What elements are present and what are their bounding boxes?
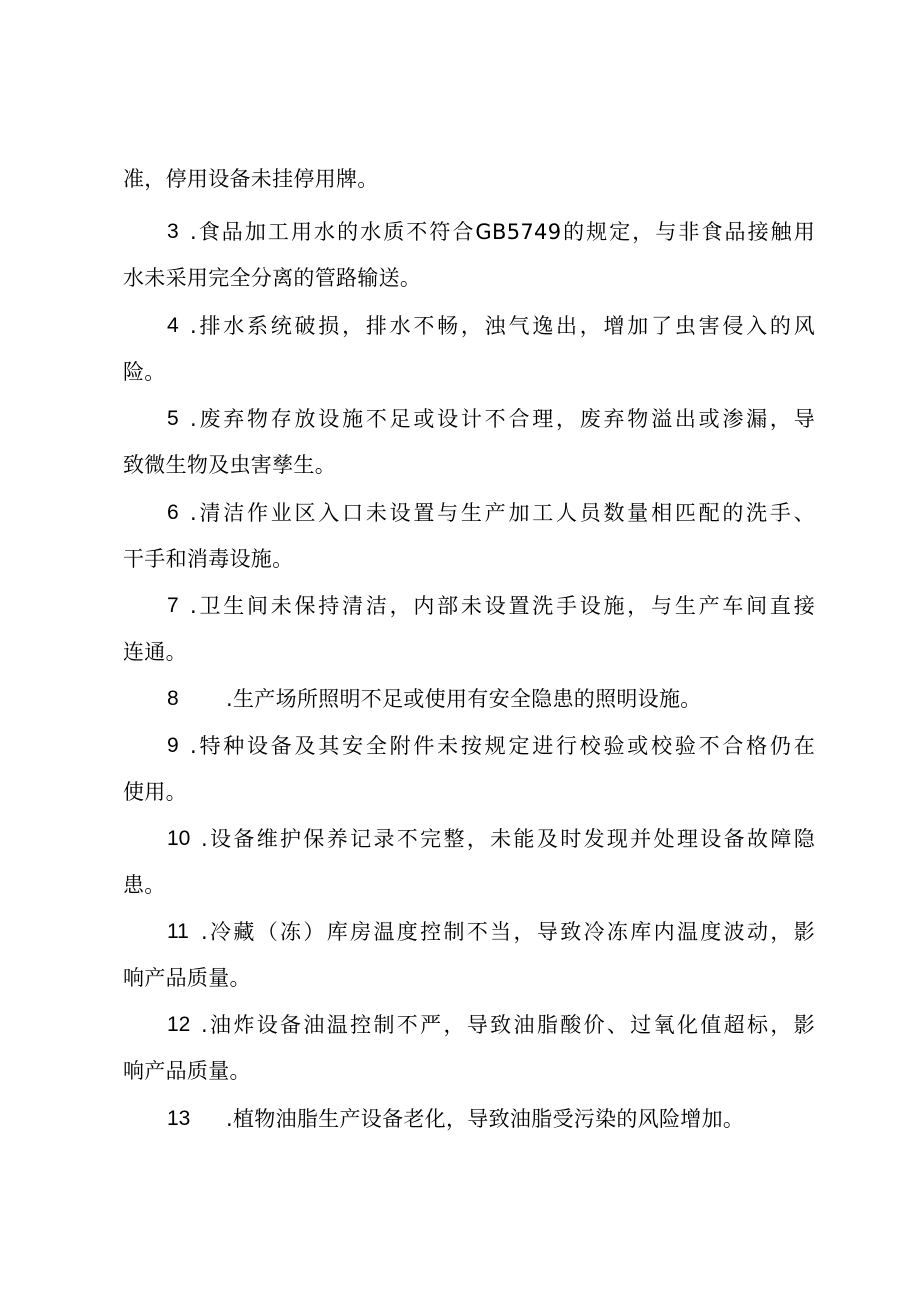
list-item-3: [0, 212, 920, 252]
list-item-10: [0, 819, 920, 859]
item-number: 8: [167, 687, 179, 710]
paragraph-line: .特种设备及其安全附件未按规定进行校验或校验不合格仍在: [190, 734, 815, 758]
list-item-4: [0, 306, 920, 346]
list-item-6-cont: [0, 539, 920, 579]
list-item-12-cont: [0, 1051, 920, 1091]
paragraph-line: .冷藏（冻）库房温度控制不当，导致冷冻库内温度波动，影: [201, 920, 815, 944]
item-number: 4: [167, 314, 179, 337]
list-item-5-cont: [0, 445, 920, 485]
list-item-11-cont: [0, 958, 920, 998]
paragraph-line: .卫生间未保持清洁，内部未设置洗手设施，与生产车间直接: [190, 594, 815, 618]
paragraph-line: 致微生物及虫害孳生。: [123, 453, 336, 477]
paragraph-line: 响产品质量。: [123, 1059, 251, 1083]
paragraph-line: .植物油脂生产设备老化，导致油脂受污染的风险增加。: [226, 1107, 745, 1131]
item-number: 10: [167, 827, 191, 850]
item-number: 7: [167, 594, 179, 617]
paragraph-line: 干手和消毒设施。: [123, 547, 294, 571]
list-item-9: [0, 726, 920, 766]
paragraph-line: 准，停用设备未挂停用牌。: [123, 167, 379, 191]
item-number: 9: [167, 734, 179, 757]
paragraph-line: 险。: [123, 360, 166, 384]
list-item-3-cont: [0, 258, 920, 298]
list-item-8: [0, 679, 920, 719]
paragraph-line: 水未采用完全分离的管路输送。: [123, 266, 422, 290]
paragraph-continuation: [0, 159, 920, 199]
paragraph-line: .生产场所照明不足或使用有安全隐患的照明设施。: [226, 687, 702, 711]
list-item-12: [0, 1005, 920, 1045]
item-number: 11: [167, 920, 189, 943]
list-item-10-cont: [0, 865, 920, 905]
paragraph-line: .排水系统破损，排水不畅，浊气逸出，增加了虫害侵入的风: [190, 314, 815, 338]
list-item-13: [0, 1099, 920, 1139]
list-item-5: [0, 399, 920, 439]
paragraph-line: .油炸设备油温控制不严，导致油脂酸价、过氧化值超标，影: [201, 1013, 815, 1037]
item-number: 5: [167, 407, 179, 430]
list-item-4-cont: [0, 352, 920, 392]
item-number: 12: [167, 1013, 191, 1036]
item-number: 3: [167, 220, 179, 243]
paragraph-line: .清洁作业区入口未设置与生产加工人员数量相匹配的洗手、: [190, 501, 815, 525]
item-number: 6: [167, 501, 179, 524]
list-item-6: [0, 493, 920, 533]
list-item-9-cont: [0, 772, 920, 812]
paragraph-line: .设备维护保养记录不完整，未能及时发现并处理设备故障隐: [201, 827, 815, 851]
item-number: 13: [167, 1107, 191, 1130]
list-item-11: [0, 912, 920, 952]
list-item-7-cont: [0, 632, 920, 672]
paragraph-line: 患。: [123, 873, 166, 897]
paragraph-line: 使用。: [123, 780, 187, 804]
paragraph-line: .废弃物存放设施不足或设计不合理，废弃物溢出或渗漏，导: [190, 407, 815, 431]
paragraph-line: .食品加工用水的水质不符合GB5749的规定，与非食品接触用: [190, 220, 815, 244]
paragraph-line: 响产品质量。: [123, 966, 251, 990]
paragraph-line: 连通。: [123, 640, 187, 664]
list-item-7: [0, 586, 920, 626]
